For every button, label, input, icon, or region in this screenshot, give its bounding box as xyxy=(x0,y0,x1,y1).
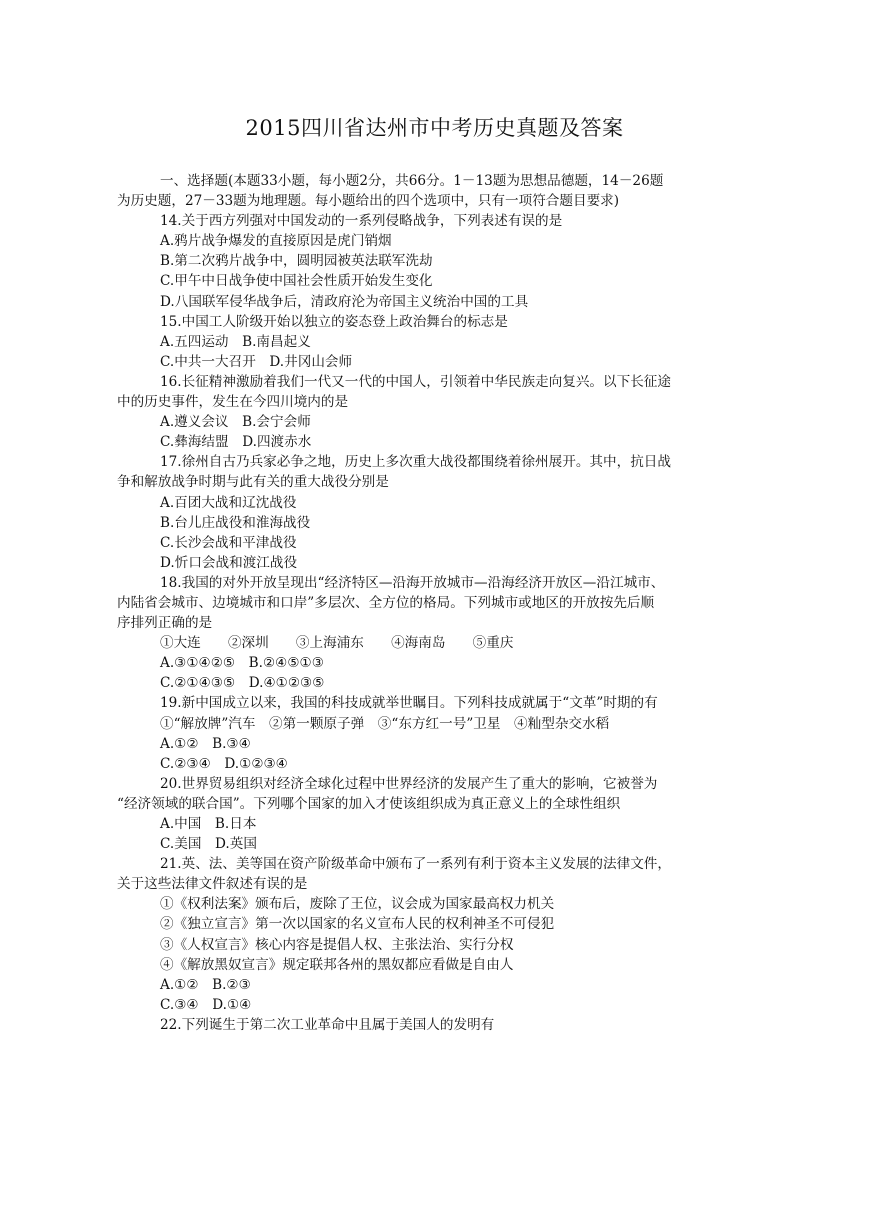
option-line: C.中共一大召开 D.井冈山会师 xyxy=(160,353,353,370)
option-line: ④《解放黑奴宣言》规定联邦各州的黑奴都应看做是自由人 xyxy=(160,956,514,973)
question-19: 19.新中国成立以来，我国的科技成就举世瞩目。下列科技成就属于“文革”时期的有 xyxy=(160,695,658,712)
question-18: 18.我国的对外开放呈现出“经济特区—沿海开放城市—沿海经济开放区—沿江城市、 xyxy=(160,574,665,591)
option-line: A.鸦片战争爆发的直接原因是虎门销烟 xyxy=(160,233,392,250)
question-20: 20.世界贸易组织对经济全球化过程中世界经济的发展产生了重大的影响，它被誉为 xyxy=(160,775,658,792)
question-17: 17.徐州自古乃兵家必争之地，历史上多次重大战役都围绕着徐州展开。其中，抗日战 xyxy=(160,454,671,471)
option-line: C.②③④ D.①②③④ xyxy=(160,755,288,772)
option-line: A.③①④②⑤ B.②④⑤①③ xyxy=(160,655,324,672)
option-line: A.①② B.③④ xyxy=(160,735,251,752)
question-15: 15.中国工人阶级开始以独立的姿态登上政治舞台的标志是 xyxy=(160,313,508,330)
option-line: A.百团大战和辽沈战役 xyxy=(160,494,297,511)
question-14: 14.关于西方列强对中国发动的一系列侵略战争，下列表述有误的是 xyxy=(160,213,563,230)
page-title: 2015四川省达州市中考历史真题及答案 xyxy=(245,116,624,140)
option-line: C.甲午中日战争使中国社会性质开始发生变化 xyxy=(160,273,433,290)
option-line: A.①② B.②③ xyxy=(160,976,251,993)
text-line: “经济领域的联合国”。下列哪个国家的加入才使该组织成为真正意义上的全球性组织 xyxy=(117,795,621,812)
option-line: C.②①④③⑤ D.④①②③⑤ xyxy=(160,675,325,692)
text-line: 序排列正确的是 xyxy=(117,615,213,632)
option-line: D.忻口会战和渡江战役 xyxy=(160,554,298,571)
option-line: A.遵义会议 B.会宁会师 xyxy=(160,414,311,431)
option-line: A.五四运动 B.南昌起义 xyxy=(160,333,311,350)
text-line: 内陆省会城市、边境城市和口岸”多层次、全方位的格局。下列城市或地区的开放按先后顺 xyxy=(117,594,655,611)
option-line: ①《权利法案》颁布后，废除了王位，议会成为国家最高权力机关 xyxy=(160,896,555,913)
text-line: 为历史题，27－33题为地理题。每小题给出的四个选项中，只有一项符合题目要求) xyxy=(117,193,620,210)
text-line: 争和解放战争时期与此有关的重大战役分别是 xyxy=(117,474,389,491)
option-line: B.台儿庄战役和淮海战役 xyxy=(160,514,311,531)
option-line: ①大连 ②深圳 ③上海浦东 ④海南岛 ⑤重庆 xyxy=(160,635,514,652)
option-line: C.彝海结盟 D.四渡赤水 xyxy=(160,434,312,451)
text-line: 中的历史事件，发生在今四川境内的是 xyxy=(117,394,349,411)
question-21: 21.英、法、美等国在资产阶级革命中颁布了一系列有利于资本主义发展的法律文件， xyxy=(160,856,671,873)
option-line: ①“解放牌”汽车 ②第一颗原子弹 ③“东方红一号”卫星 ④籼型杂交水稻 xyxy=(160,715,610,732)
option-line: A.中国 B.日本 xyxy=(160,816,257,832)
option-line: C.美国 D.英国 xyxy=(160,836,257,853)
option-line: C.长沙会战和平津战役 xyxy=(160,534,297,551)
option-line: ②《独立宣言》第一次以国家的名义宣布人民的权利神圣不可侵犯 xyxy=(160,916,555,933)
document-body xyxy=(117,171,720,1035)
option-line: B.第二次鸦片战争中，圆明园被英法联军洗劫 xyxy=(160,253,433,270)
text-line: 一、选择题(本题33小题，每小题2分，共66分。1－13题为思想品德题，14－26题 xyxy=(160,173,664,189)
question-16: 16.长征精神激励着我们一代又一代的中国人，引领着中华民族走向复兴。以下长征途 xyxy=(160,373,671,390)
text-line: 关于这些法律文件叙述有误的是 xyxy=(117,876,308,893)
option-line: ③《人权宣言》核心内容是提倡人权、主张法治、实行分权 xyxy=(160,936,514,953)
option-line: D.八国联军侵华战争后，清政府沦为帝国主义统治中国的工具 xyxy=(160,293,529,310)
question-22: 22.下列诞生于第二次工业革命中且属于美国人的发明有 xyxy=(160,1016,495,1033)
option-line: C.③④ D.①④ xyxy=(160,996,252,1013)
